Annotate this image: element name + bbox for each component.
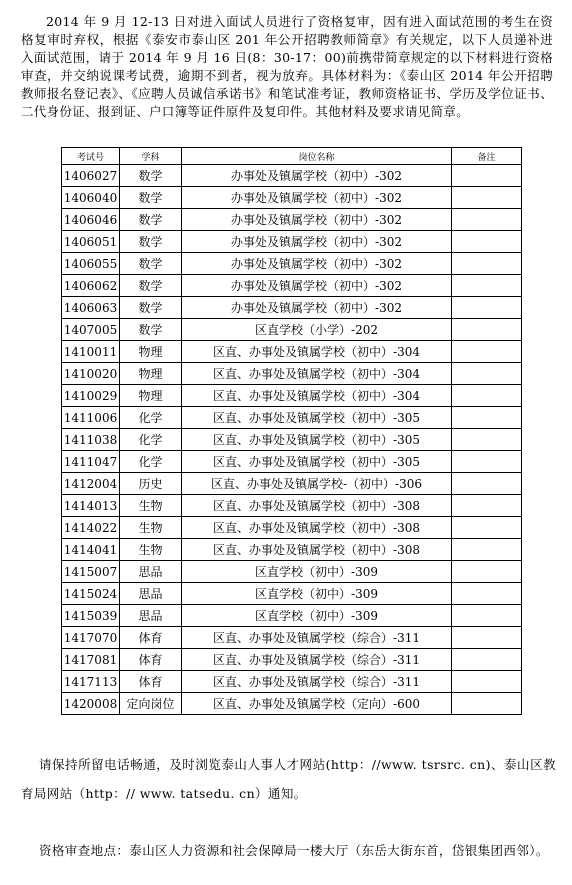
table-row — [62, 341, 522, 363]
position-name-cell: 区直、办事处及镇属学校（综合）-311 — [182, 627, 452, 649]
subject-cell: 数学 — [120, 275, 182, 297]
table-row — [62, 495, 522, 517]
subject-cell: 定向岗位 — [120, 693, 182, 715]
exam-number-cell: 1406051 — [62, 231, 120, 253]
table-row — [62, 627, 522, 649]
exam-number-cell: 1414041 — [62, 539, 120, 561]
position-name-cell: 区直、办事处及镇属学校（初中）-304 — [182, 363, 452, 385]
subject-cell: 数学 — [120, 209, 182, 231]
exam-number-cell: 1406046 — [62, 209, 120, 231]
remarks-cell — [452, 407, 522, 429]
table-row — [62, 693, 522, 715]
subject-cell: 生物 — [120, 495, 182, 517]
exam-number-cell: 1417070 — [62, 627, 120, 649]
exam-number-cell: 1415039 — [62, 605, 120, 627]
exam-number-cell: 1411047 — [62, 451, 120, 473]
table-row — [62, 429, 522, 451]
remarks-cell — [452, 561, 522, 583]
remarks-cell — [452, 187, 522, 209]
subject-cell: 思品 — [120, 561, 182, 583]
intro-paragraph: 2014 年 9 月 12-13 日对进入面试人员进行了资格复审，因有进入面试范围的考生在资格复审时弃权，根据《泰安市泰山区 201 年公开招聘教师简章》有关规定，以下人员递补进入面试范围，请于 2014 年 9 月 16 日(8：30-17：00)前携带简章规定的以下材料进行资格审查，并交纳说课考试费，逾期不到者，视为放弃。具体材料为：《泰山区 2014 年公开招聘教师报名登记表》、《应聘人员诚信承诺书》和笔试准考证，教师资格证书、学历及学位证书、二代身份证、报到证、户口簿等证件原件及复印件。其他材料及要求请见简章。 — [21, 13, 553, 119]
exam-number-cell: 1417113 — [62, 671, 120, 693]
table-row — [62, 319, 522, 341]
remarks-cell — [452, 297, 522, 319]
position-name-cell: 办事处及镇属学校（初中）-302 — [182, 231, 452, 253]
candidate-table — [61, 147, 522, 715]
table-row — [62, 517, 522, 539]
exam-number-cell: 1415024 — [62, 583, 120, 605]
subject-cell: 数学 — [120, 297, 182, 319]
position-name-cell: 区直学校（小学）-202 — [182, 319, 452, 341]
position-name-cell: 区直、办事处及镇属学校（初中）-305 — [182, 407, 452, 429]
table-row — [62, 605, 522, 627]
remarks-cell — [452, 253, 522, 275]
header-subject: 学科 — [120, 148, 182, 165]
exam-number-cell: 1406027 — [62, 165, 120, 187]
table-row — [62, 671, 522, 693]
position-name-cell: 办事处及镇属学校（初中）-302 — [182, 253, 452, 275]
exam-number-cell: 1411038 — [62, 429, 120, 451]
remarks-cell — [452, 451, 522, 473]
position-name-cell: 区直、办事处及镇属学校（初中）-305 — [182, 429, 452, 451]
position-name-cell: 区直、办事处及镇属学校-（初中）-306 — [182, 473, 452, 495]
remarks-cell — [452, 209, 522, 231]
subject-cell: 物理 — [120, 341, 182, 363]
remarks-cell — [452, 627, 522, 649]
subject-cell: 化学 — [120, 429, 182, 451]
remarks-cell — [452, 693, 522, 715]
subject-cell: 生物 — [120, 517, 182, 539]
remarks-cell — [452, 671, 522, 693]
exam-number-cell: 1410029 — [62, 385, 120, 407]
subject-cell: 数学 — [120, 165, 182, 187]
remarks-cell — [452, 649, 522, 671]
table-row — [62, 407, 522, 429]
position-name-cell: 区直、办事处及镇属学校（初中）-308 — [182, 517, 452, 539]
exam-number-cell: 1410011 — [62, 341, 120, 363]
subject-cell: 思品 — [120, 605, 182, 627]
table-row — [62, 385, 522, 407]
header-remarks: 备注 — [452, 148, 522, 165]
remarks-cell — [452, 495, 522, 517]
position-name-cell: 区直、办事处及镇属学校（初中）-304 — [182, 385, 452, 407]
position-name-cell: 办事处及镇属学校（初中）-302 — [182, 275, 452, 297]
remarks-cell — [452, 605, 522, 627]
remarks-cell — [452, 583, 522, 605]
subject-cell: 数学 — [120, 319, 182, 341]
position-name-cell: 区直、办事处及镇属学校（定向）-600 — [182, 693, 452, 715]
position-name-cell: 区直、办事处及镇属学校（初中）-308 — [182, 539, 452, 561]
position-name-cell: 区直、办事处及镇属学校（综合）-311 — [182, 649, 452, 671]
exam-number-cell: 1415007 — [62, 561, 120, 583]
exam-number-cell: 1406062 — [62, 275, 120, 297]
subject-cell: 体育 — [120, 649, 182, 671]
subject-cell: 历史 — [120, 473, 182, 495]
remarks-cell — [452, 165, 522, 187]
table-row — [62, 539, 522, 561]
exam-number-cell: 1412004 — [62, 473, 120, 495]
remarks-cell — [452, 363, 522, 385]
subject-cell: 物理 — [120, 385, 182, 407]
remarks-cell — [452, 341, 522, 363]
position-name-cell: 办事处及镇属学校（初中）-302 — [182, 209, 452, 231]
table-row — [62, 297, 522, 319]
position-name-cell: 办事处及镇属学校（初中）-302 — [182, 187, 452, 209]
subject-cell: 思品 — [120, 583, 182, 605]
exam-number-cell: 1407005 — [62, 319, 120, 341]
table-row — [62, 209, 522, 231]
exam-number-cell: 1411006 — [62, 407, 120, 429]
subject-cell: 数学 — [120, 231, 182, 253]
exam-number-cell: 1406063 — [62, 297, 120, 319]
position-name-cell: 区直、办事处及镇属学校（初中）-308 — [182, 495, 452, 517]
exam-number-cell: 1406040 — [62, 187, 120, 209]
table-row — [62, 561, 522, 583]
table-row — [62, 165, 522, 187]
table-row — [62, 253, 522, 275]
header-exam-number: 考试号 — [62, 148, 120, 165]
remarks-cell — [452, 517, 522, 539]
contact-notice: 请保持所留电话畅通，及时浏览泰山人事人才网站(http：//www. tsrsrc. cn)、泰山区教育局网站（http：// www. tatsedu. cn）通知。 — [21, 756, 556, 801]
position-name-cell: 区直、办事处及镇属学校（初中）-304 — [182, 341, 452, 363]
table-row — [62, 231, 522, 253]
subject-cell: 体育 — [120, 627, 182, 649]
remarks-cell — [452, 275, 522, 297]
remarks-cell — [452, 429, 522, 451]
exam-number-cell: 1406055 — [62, 253, 120, 275]
table-row — [62, 583, 522, 605]
exam-number-cell: 1414013 — [62, 495, 120, 517]
remarks-cell — [452, 319, 522, 341]
table-row — [62, 473, 522, 495]
exam-number-cell: 1410020 — [62, 363, 120, 385]
subject-cell: 物理 — [120, 363, 182, 385]
position-name-cell: 区直、办事处及镇属学校（综合）-311 — [182, 671, 452, 693]
remarks-cell — [452, 385, 522, 407]
remarks-cell — [452, 231, 522, 253]
exam-number-cell: 1417081 — [62, 649, 120, 671]
subject-cell: 数学 — [120, 187, 182, 209]
table-row — [62, 187, 522, 209]
position-name-cell: 办事处及镇属学校（初中）-302 — [182, 165, 452, 187]
subject-cell: 化学 — [120, 451, 182, 473]
header-position-name: 岗位名称 — [182, 148, 452, 165]
table-row — [62, 363, 522, 385]
exam-number-cell: 1420008 — [62, 693, 120, 715]
table-row — [62, 649, 522, 671]
position-name-cell: 区直、办事处及镇属学校（初中）-305 — [182, 451, 452, 473]
table-header-row — [62, 148, 522, 165]
position-name-cell: 办事处及镇属学校（初中）-302 — [182, 297, 452, 319]
subject-cell: 数学 — [120, 253, 182, 275]
subject-cell: 体育 — [120, 671, 182, 693]
position-name-cell: 区直学校（初中）-309 — [182, 561, 452, 583]
position-name-cell: 区直学校（初中）-309 — [182, 605, 452, 627]
position-name-cell: 区直学校（初中）-309 — [182, 583, 452, 605]
location-notice: 资格审查地点：泰山区人力资源和社会保障局一楼大厅（东岳大街东首，岱银集团西邻）。 — [39, 842, 549, 858]
table-row — [62, 451, 522, 473]
remarks-cell — [452, 473, 522, 495]
subject-cell: 生物 — [120, 539, 182, 561]
table-row — [62, 275, 522, 297]
remarks-cell — [452, 539, 522, 561]
exam-number-cell: 1414022 — [62, 517, 120, 539]
subject-cell: 化学 — [120, 407, 182, 429]
table-body — [62, 165, 522, 715]
